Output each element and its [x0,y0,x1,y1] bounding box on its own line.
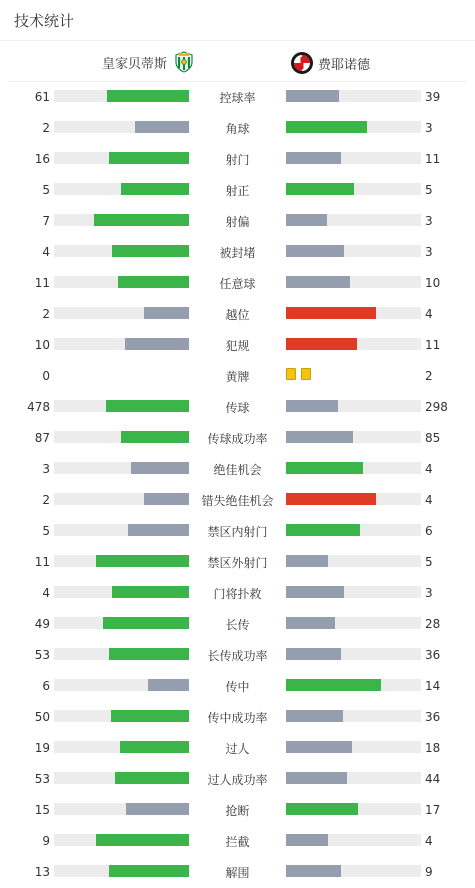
stat-label: 过人成功率 [207,773,268,787]
home-stat-bar-fill [94,214,189,226]
stat-label: 传中 [225,680,250,694]
away-stat-value: 85 [425,431,441,445]
stat-label: 犯规 [225,339,250,353]
home-stat-value: 15 [34,803,50,817]
away-stat-bar [286,152,421,164]
away-stat-bar [286,400,421,412]
home-stat-value: 2 [42,307,50,321]
stat-label: 控球率 [219,91,256,105]
home-stat-bar [54,245,189,257]
stat-row [0,422,475,453]
away-stat-bar-fill [286,400,338,412]
home-stat-bar-fill [111,710,189,722]
stat-row [0,360,475,391]
away-stat-bar-fill [286,307,376,319]
away-stat-value: 5 [425,183,433,197]
away-stat-bar-fill [286,121,367,133]
home-stat-bar-fill [121,431,189,443]
away-stat-bar-fill [286,152,341,164]
away-team[interactable] [290,51,370,75]
stat-label: 门将扑救 [213,587,262,601]
away-stat-bar [286,710,421,722]
home-stat-bar-fill [112,245,189,257]
away-stat-bar [286,524,421,536]
home-stat-value: 61 [34,90,50,104]
home-stat-bar-fill [109,865,189,877]
away-stat-bar [286,493,421,505]
stat-label: 射偏 [225,215,250,229]
away-stat-value: 11 [425,152,441,166]
away-stat-bar [286,276,421,288]
home-stat-bar-fill [128,524,189,536]
stat-label: 拦截 [225,835,250,849]
home-stat-bar [54,431,189,443]
stat-row [0,546,475,577]
away-stat-bar [286,183,421,195]
away-stat-bar-fill [286,214,327,226]
away-stat-bar [286,90,421,102]
home-stat-value: 0 [42,369,50,383]
home-stat-bar [54,462,189,474]
stat-label: 过人 [225,742,250,756]
stat-label: 任意球 [219,277,256,291]
home-stat-bar-fill [103,617,189,629]
away-stat-bar-fill [286,493,376,505]
stat-row [0,81,475,112]
home-stat-bar-fill [109,152,189,164]
away-stat-value: 5 [425,555,433,569]
stat-label: 传球 [225,401,250,415]
real-betis-crest-icon [173,51,195,73]
away-stat-bar-fill [286,865,341,877]
yellow-card-icon [286,368,296,380]
home-stat-value: 2 [42,121,50,135]
away-stat-bar [286,555,421,567]
stats-list [0,81,475,887]
home-stat-value: 13 [34,865,50,879]
away-stat-value: 6 [425,524,433,538]
home-stat-bar [54,524,189,536]
yellow-card-icon [301,368,311,380]
away-stat-value: 39 [425,90,441,104]
away-stat-value: 17 [425,803,441,817]
away-stat-value: 36 [425,648,441,662]
stat-row [0,205,475,236]
away-stat-bar-fill [286,338,357,350]
stat-label: 禁区外射门 [207,556,268,570]
stat-label: 角球 [225,122,250,136]
stats-header [0,0,475,41]
away-stat-value: 10 [425,276,441,290]
stat-row [0,453,475,484]
home-stat-bar-fill [125,338,189,350]
home-stat-value: 53 [34,648,50,662]
home-stat-bar-fill [131,462,189,474]
stat-label: 传中成功率 [207,711,268,725]
home-stat-bar-fill [107,90,189,102]
stat-row [0,143,475,174]
home-stat-bar [54,152,189,164]
stat-row [0,236,475,267]
feyenoord-crest-icon [290,51,314,75]
stat-label: 错失绝佳机会 [201,494,274,508]
home-stat-bar-fill [118,276,189,288]
home-stat-value: 11 [34,276,50,290]
stat-row [0,794,475,825]
home-stat-bar-fill [135,121,189,133]
home-stat-bar [54,276,189,288]
away-stat-bar-fill [286,183,354,195]
home-stat-value: 4 [42,586,50,600]
stat-row [0,670,475,701]
away-stat-bar-fill [286,462,363,474]
home-stat-value: 478 [27,400,50,414]
away-stat-value: 4 [425,462,433,476]
stat-label: 越位 [225,308,250,322]
home-stat-value: 5 [42,183,50,197]
home-stat-bar-fill [148,679,189,691]
away-stat-bar [286,214,421,226]
away-stat-bar-fill [286,710,343,722]
away-stat-value: 2 [425,369,433,383]
stat-label: 解围 [225,866,250,880]
away-stat-value: 3 [425,245,433,259]
home-stat-value: 53 [34,772,50,786]
away-stat-value: 11 [425,338,441,352]
stat-label: 被封堵 [219,246,256,260]
away-team-name: 费耶诺德 [318,57,371,73]
away-stat-bar [286,834,421,846]
home-stat-value: 5 [42,524,50,538]
stat-label: 长传 [225,618,250,632]
home-stat-bar [54,586,189,598]
home-stat-bar-fill [121,183,189,195]
home-stat-bar [54,648,189,660]
away-stat-value: 28 [425,617,441,631]
stat-row [0,391,475,422]
away-stat-bar-fill [286,803,358,815]
away-stat-value: 36 [425,710,441,724]
away-stat-value: 3 [425,121,433,135]
home-stat-bar [54,617,189,629]
home-stat-value: 16 [34,152,50,166]
stat-label: 禁区内射门 [207,525,268,539]
home-stat-value: 10 [34,338,50,352]
page-title: 技术统计 [14,12,75,30]
away-stat-bar-fill [286,431,353,443]
stat-row [0,329,475,360]
home-stat-bar [54,121,189,133]
away-stat-bar [286,772,421,784]
stat-row [0,763,475,794]
away-stat-bar [286,338,421,350]
home-stat-bar [54,214,189,226]
away-stat-bar-fill [286,276,350,288]
away-stat-bar [286,121,421,133]
home-stat-value: 3 [42,462,50,476]
away-stat-bar-fill [286,679,381,691]
away-stat-bar-fill [286,586,344,598]
away-stat-value: 14 [425,679,441,693]
stat-label: 绝佳机会 [213,463,262,477]
stat-row [0,608,475,639]
stat-label: 传球成功率 [207,432,268,446]
home-stat-value: 4 [42,245,50,259]
stat-row [0,267,475,298]
away-stat-value: 4 [425,307,433,321]
home-stat-bar [54,555,189,567]
stat-label: 黄牌 [225,370,250,384]
away-stat-bar [286,617,421,629]
home-stat-bar-fill [120,741,189,753]
away-stat-bar [286,462,421,474]
home-stat-bar [54,400,189,412]
home-stat-bar-fill [96,555,189,567]
away-stat-bar [286,586,421,598]
home-stat-bar [54,803,189,815]
home-stat-value: 19 [34,741,50,755]
home-team-name: 皇家贝蒂斯 [102,56,168,72]
away-stat-bar [286,648,421,660]
stat-row [0,577,475,608]
stat-row [0,639,475,670]
home-stat-value: 6 [42,679,50,693]
away-stat-bar-fill [286,648,341,660]
away-stat-bar-fill [286,834,328,846]
home-stat-bar [54,90,189,102]
stat-row [0,701,475,732]
away-stat-bar-fill [286,741,352,753]
away-stat-bar-fill [286,90,339,102]
away-stat-bar-fill [286,524,360,536]
away-stat-bar-fill [286,617,335,629]
home-stat-bar-fill [109,648,189,660]
home-stat-bar [54,493,189,505]
away-stat-bar [286,679,421,691]
stat-label: 抢断 [225,804,250,818]
home-stat-value: 7 [42,214,50,228]
away-stat-bar-fill [286,555,328,567]
away-stat-value: 4 [425,834,433,848]
home-team[interactable] [102,51,195,73]
stat-row [0,298,475,329]
away-stat-bar [286,803,421,815]
home-stat-bar [54,307,189,319]
away-stat-bar [286,741,421,753]
home-stat-bar [54,183,189,195]
home-stat-bar [54,834,189,846]
home-stat-bar-fill [144,493,189,505]
away-stat-value: 44 [425,772,441,786]
stat-row [0,732,475,763]
home-stat-bar-fill [96,834,189,846]
stat-row [0,174,475,205]
away-stat-bar [286,865,421,877]
away-stat-value: 4 [425,493,433,507]
stat-label: 射正 [225,184,250,198]
home-stat-bar-fill [112,586,189,598]
stat-row [0,825,475,856]
away-stat-value: 298 [425,400,448,414]
home-stat-bar-fill [106,400,189,412]
home-stat-bar-fill [115,772,189,784]
home-stat-bar [54,865,189,877]
stat-row [0,484,475,515]
home-stat-value: 9 [42,834,50,848]
away-stat-value: 3 [425,214,433,228]
home-stat-bar [54,741,189,753]
stat-label: 长传成功率 [207,649,268,663]
away-stat-bar [286,245,421,257]
home-stat-bar [54,772,189,784]
home-stat-bar [54,338,189,350]
away-stat-bar [286,431,421,443]
away-stat-bar-fill [286,245,344,257]
home-stat-value: 87 [34,431,50,445]
away-stat-value: 18 [425,741,441,755]
home-stat-bar [54,679,189,691]
home-stat-value: 2 [42,493,50,507]
home-stat-value: 11 [34,555,50,569]
home-stat-bar-fill [144,307,189,319]
away-stat-bar [286,307,421,319]
away-stat-bar-fill [286,772,347,784]
away-stat-value: 9 [425,865,433,879]
home-stat-value: 49 [34,617,50,631]
away-stat-value: 3 [425,586,433,600]
stat-row [0,112,475,143]
home-stat-value: 50 [34,710,50,724]
stat-row [0,856,475,887]
home-stat-bar-fill [126,803,189,815]
teams-bar [8,41,466,82]
home-stat-bar [54,710,189,722]
stat-row [0,515,475,546]
stat-label: 射门 [225,153,250,167]
